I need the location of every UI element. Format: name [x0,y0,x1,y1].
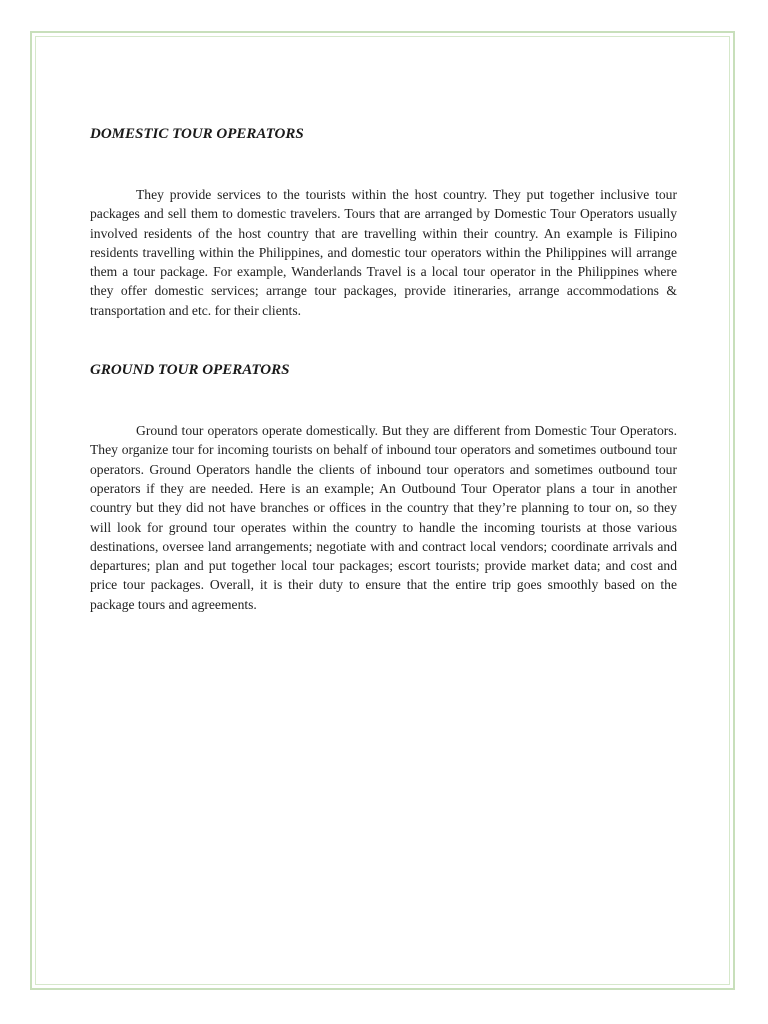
domestic-tour-operators-heading: DOMESTIC TOUR OPERATORS [90,126,304,142]
domestic-tour-operators-paragraph: They provide services to the tourists within the host country. They put together inclusive tour packages and sell them to domestic travelers. Tours that are arranged by Domestic Tour Operators usually involved residents of the host country that are travelling within their country. An example is Filipino residents travelling within the Philippines, and domestic tour operators within the Philippines will arrange them a tour package. For example, Wanderlands Travel is a local tour operator in the Philippines where they offer domestic services; arrange tour packages, provide itineraries, arrange accommodations & transportation and etc. for their clients. [90,187,677,318]
document-content [90,124,677,614]
ground-tour-operators-paragraph: Ground tour operators operate domestically. But they are different from Domestic Tour Operators. They organize tour for incoming tourists on behalf of inbound tour operators and sometimes outbound tour operators. Ground Operators handle the clients of inbound tour operators and sometimes outbound tour operators if they are needed. Here is an example; An Outbound Tour Operator plans a tour in another country but they did not have branches or offices in the country that they’re planning to tour on, so they will look for ground tour operates within the country to handle the incoming tourists at those various destinations, oversee land arrangements; negotiate with and contract local vendors; coordinate arrivals and departures; plan and put together local tour packages; escort tourists; provide market data; and cost and price tour packages. Overall, it is their duty to ensure that the entire trip goes smoothly based on the package tours and agreements. [90,423,677,612]
ground-tour-operators-heading: GROUND TOUR OPERATORS [90,362,290,379]
